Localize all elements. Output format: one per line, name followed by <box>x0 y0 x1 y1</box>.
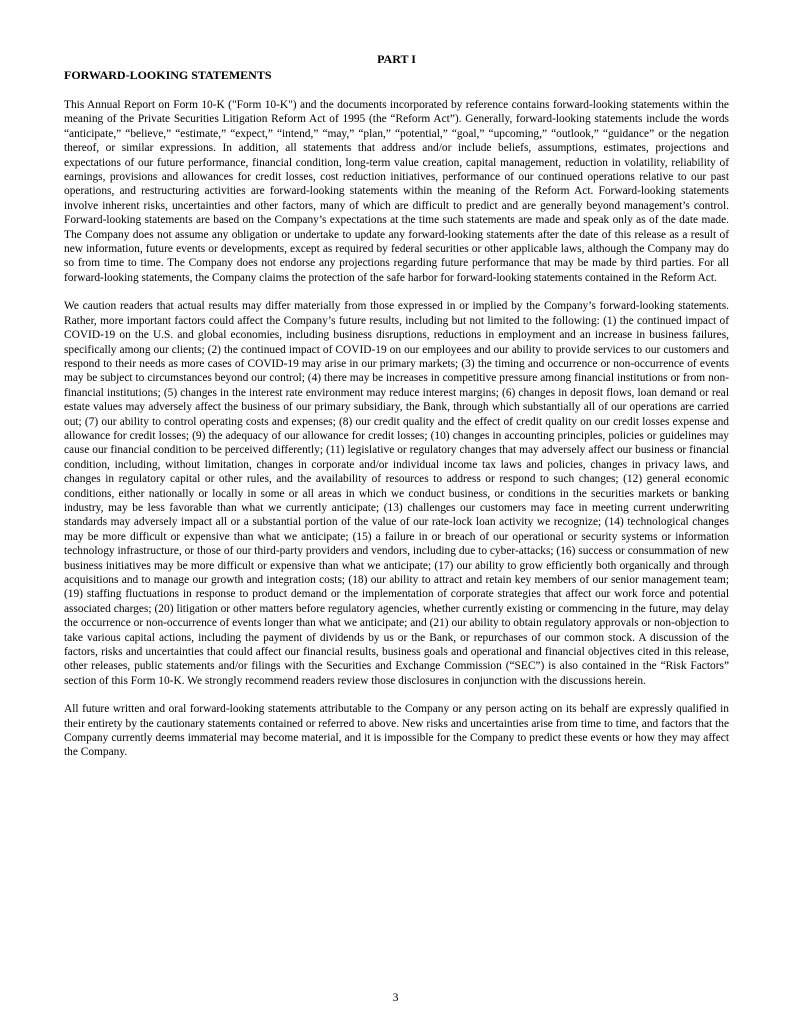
part-heading: PART I <box>377 52 416 66</box>
document-page <box>64 52 729 774</box>
paragraph-qualification: All future written and oral forward-looking statements attributable to the Company or any person acting on its behalf are expressly qualified in their entirety by the cautionary statements contained or referred to above. New risks and uncertainties arise from time to time, and factors that the Company currently deems immaterial may become material, and it is impossible for the Company to predict these events or how they may affect the Company. <box>64 703 729 759</box>
paragraph-intro: This Annual Report on Form 10-K ("Form 10-K") and the documents incorporated by reference contains forward-looking statements within the meaning of the Private Securities Litigation Reform Act of 1995 (the “Reform Act”). Generally, forward-looking statements include the words “anticipate,” “believe,” “estimate,” “expect,” “intend,” “may,” “plan,” “potential,” “goal,” “upcoming,” “outlook,” “guidance” or the negation thereof, or similar expressions. In addition, all statements that address and/or include beliefs, assumptions, estimates, projections and expectations of our future performance, financial condition, long-term value creation, capital management, reduction in volatility, reliability of earnings, provisions and allowances for credit losses, cost reduction initiatives, performance of our continued operations relative to our past operations, and restructuring activities are forward-looking statements within the meaning of the Reform Act. Forward-looking statements involve inherent risks, uncertainties and other factors, many of which are difficult to predict and are generally beyond management’s control. Forward-looking statements are based on the Company’s expectations at the time such statements are made and speak only as of the date made. The Company does not assume any obligation or undertake to update any forward-looking statements after the date of this release as a result of new information, future events or developments, except as required by federal securities or other applicable laws, although the Company may do so from time to time. The Company does not endorse any projections regarding future performance that may be made by third parties. For all forward-looking statements, the Company claims the protection of the safe harbor for forward-looking statements contained in the Reform Act. <box>64 99 729 284</box>
section-heading: FORWARD-LOOKING STATEMENTS <box>64 68 272 82</box>
page-number: 3 <box>392 990 399 1004</box>
paragraph-risk-factors: We caution readers that actual results may differ materially from those expressed in or implied by the Company’s forward-looking statements. Rather, more important factors could affect the Company’s future results, including but not limited to the following: (1) the continued impact of COVID-19 on the U.S. and global economies, including business disruptions, reductions in employment and an increase in business failures, specifically among our clients; (2) the continued impact of COVID-19 on our employees and our ability to provide services to our customers and respond to their needs as more cases of COVID-19 may arise in our primary markets; (3) the timing and occurrence or non-occurrence of events may be subject to circumstances beyond our control; (4) there may be increases in competitive pressure among financial institutions or from non-financial institutions; (5) changes in the interest rate environment may reduce interest margins; (6) changes in deposit flows, loan demand or real estate values may adversely affect the business of our primary subsidiary, the Bank, through which substantially all of our operations are carried out; (7) our ability to control operating costs and expenses; (8) our credit quality and the effect of credit quality on our credit losses expense and allowance for credit losses; (9) the adequacy of our allowance for credit losses; (10) changes in accounting principles, policies or guidelines may cause our financial condition to be perceived differently; (11) legislative or regulatory changes that may adversely affect our business or financial condition, including, without limitation, changes in corporate and/or individual income tax laws and policies, changes in privacy laws, and changes in regulatory capital or other rules, and the availability of resources to address or respond to such changes; (12) general economic conditions, either nationally or locally in some or all areas in which we conduct business, or conditions in the securities markets or banking industry, may be less favorable than what we currently anticipate; (13) challenges our customers may face in meeting current underwriting standards may adversely impact all or a substantial portion of the value of our rate-lock loan activity we recognize; (14) technological changes may be more difficult or expensive than what we anticipate; (15) a failure in or breach of our operational or security systems or information technology infrastructure, or those of our third-party providers and vendors, including due to cyber-attacks; (16) success or consummation of new business initiatives may be more difficult or expensive than what we anticipate; (17) our ability to grow efficiently both organically and through acquisitions and to manage our growth and integration costs; (18) our ability to attract and retain key members of our senior management team; (19) staffing fluctuations in response to product demand or the implementation of corporate strategies that affect our work force and potential associated charges; (20) litigation or other matters before regulatory agencies, whether currently existing or commencing in the future, may delay the occurrence or non-occurrence of events longer than what we anticipate; and (21) our ability to obtain regulatory approvals or non-objection to take various capital actions, including the payment of dividends by us or the Bank, or repurchases of our common stock. A discussion of the factors, risks and uncertainties that could affect our financial results, business goals and operational and financial objectives cited in this release, other releases, public statements and/or filings with the Securities and Exchange Commission (“SEC”) is also contained in the “Risk Factors” section of this Form 10-K. We strongly recommend readers review those disclosures in conjunction with the discussions herein. <box>64 300 729 687</box>
